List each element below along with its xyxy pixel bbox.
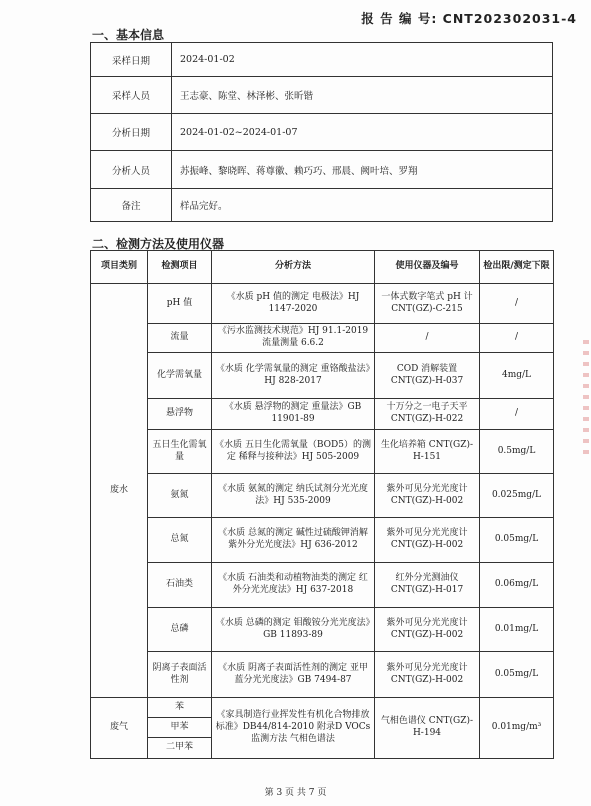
item-cell: 总磷 [148,608,212,652]
sampling-date-label: 采样日期 [91,43,172,77]
table-row [91,399,554,430]
table-row [91,608,554,652]
category-wastewater: 废水 [91,284,148,698]
item-cell: 悬浮物 [148,399,212,430]
instrument-cell: 十万分之一电子天平 CNT(GZ)-H-022 [375,399,480,430]
header-category: 项目类别 [91,251,148,284]
sampler-label: 采样人员 [91,77,172,114]
item-cell: 总氮 [148,518,212,563]
section-title-basic-info: 一、基本信息 [92,28,165,42]
instrument-cell: 红外分光测油仪 CNT(GZ)-H-017 [375,563,480,608]
limit-cell: 0.06mg/L [480,563,554,608]
instrument-cell: 生化培养箱 CNT(GZ)-H-151 [375,430,480,474]
sampler-value: 王志豪、陈堂、林泽彬、张昕锴 [172,77,553,114]
methods-table [90,250,554,759]
method-cell: 《水质 五日生化需氧量（BOD5）的测定 稀释与接种法》HJ 505-2009 [212,430,375,474]
sampling-date-value: 2024-01-02 [172,43,553,77]
remarks-value: 样品完好。 [172,189,553,222]
table-row [91,284,554,324]
table-row [91,114,553,151]
instrument-cell: 一体式数字笔式 pH 计 CNT(GZ)-C-215 [375,284,480,324]
analysis-date-label: 分析日期 [91,114,172,151]
table-row [91,151,553,189]
limit-cell: 4mg/L [480,353,554,399]
page-footer: 第 3 页 共 7 页 [264,788,327,798]
header-instrument: 使用仪器及编号 [375,251,480,284]
limit-cell: 0.01mg/m³ [480,698,554,759]
method-cell: 《污水监测技术规范》HJ 91.1-2019 流量测量 6.6.2 [212,324,375,353]
table-row [91,353,554,399]
method-cell: 《水质 pH 值的测定 电极法》HJ 1147-2020 [212,284,375,324]
basic-info-table [90,42,553,222]
limit-cell: 0.01mg/L [480,608,554,652]
instrument-cell: / [375,324,480,353]
method-cell: 《水质 石油类和动植物油类的测定 红外分光光度法》HJ 637-2018 [212,563,375,608]
instrument-cell: 气相色谱仪 CNT(GZ)-H-194 [375,698,480,759]
analyst-label: 分析人员 [91,151,172,189]
table-row [91,518,554,563]
method-cell: 《家具制造行业挥发性有机化合物排放标准》DB44/814-2010 附录D VOCs监测方法 气相色谱法 [212,698,375,759]
method-cell: 《水质 氨氮的测定 纳氏试剂分光光度法》HJ 535-2009 [212,474,375,518]
limit-cell: 0.5mg/L [480,430,554,474]
item-cell: 化学需氧量 [148,353,212,399]
method-cell: 《水质 总氮的测定 碱性过硫酸钾消解紫外分光光度法》HJ 636-2012 [212,518,375,563]
limit-cell: 0.025mg/L [480,474,554,518]
limit-cell: / [480,284,554,324]
table-row [91,77,553,114]
method-cell: 《水质 阴离子表面活性剂的测定 亚甲蓝分光光度法》GB 7494-87 [212,652,375,698]
item-cell: 流量 [148,324,212,353]
section-title-methods: 二、检测方法及使用仪器 [92,237,225,251]
instrument-cell: 紫外可见分光光度计 CNT(GZ)-H-002 [375,608,480,652]
limit-cell: / [480,324,554,353]
item-cell: 阴离子表面活性剂 [148,652,212,698]
item-cell: 甲苯 [148,718,212,738]
category-waste-gas: 废气 [91,698,148,759]
item-cell: 二甲苯 [148,738,212,759]
analysis-date-value: 2024-01-02~2024-01-07 [172,114,553,151]
table-row [91,324,554,353]
header-method: 分析方法 [212,251,375,284]
table-row [91,652,554,698]
item-cell: 石油类 [148,563,212,608]
table-row [91,474,554,518]
item-cell: 五日生化需氧量 [148,430,212,474]
limit-cell: 0.05mg/L [480,652,554,698]
table-row [91,189,553,222]
method-cell: 《水质 悬浮物的测定 重量法》GB 11901-89 [212,399,375,430]
instrument-cell: COD 消解装置 CNT(GZ)-H-037 [375,353,480,399]
method-cell: 《水质 化学需氧量的测定 重铬酸盐法》HJ 828-2017 [212,353,375,399]
table-row [91,563,554,608]
item-cell: 苯 [148,698,212,718]
header-item: 检测项目 [148,251,212,284]
method-cell: 《水质 总磷的测定 钼酸铵分光光度法》GB 11893-89 [212,608,375,652]
report-number: 报 告 编 号: CNT202302031-4 [361,11,577,26]
instrument-cell: 紫外可见分光光度计 CNT(GZ)-H-002 [375,474,480,518]
analyst-value: 苏振峰、黎晓晖、蒋尊徽、赖巧巧、邢晨、阙叶培、罗翔 [172,151,553,189]
header-limit: 检出限/测定下限 [480,251,554,284]
instrument-cell: 紫外可见分光光度计 CNT(GZ)-H-002 [375,518,480,563]
remarks-label: 备注 [91,189,172,222]
limit-cell: 0.05mg/L [480,518,554,563]
table-row [91,43,553,77]
seal-stamp-edge [583,340,589,460]
item-cell: pH 值 [148,284,212,324]
instrument-cell: 紫外可见分光光度计 CNT(GZ)-H-002 [375,652,480,698]
item-cell: 氨氮 [148,474,212,518]
limit-cell: / [480,399,554,430]
table-row [91,698,554,718]
table-row [91,430,554,474]
table-header-row [91,251,554,284]
